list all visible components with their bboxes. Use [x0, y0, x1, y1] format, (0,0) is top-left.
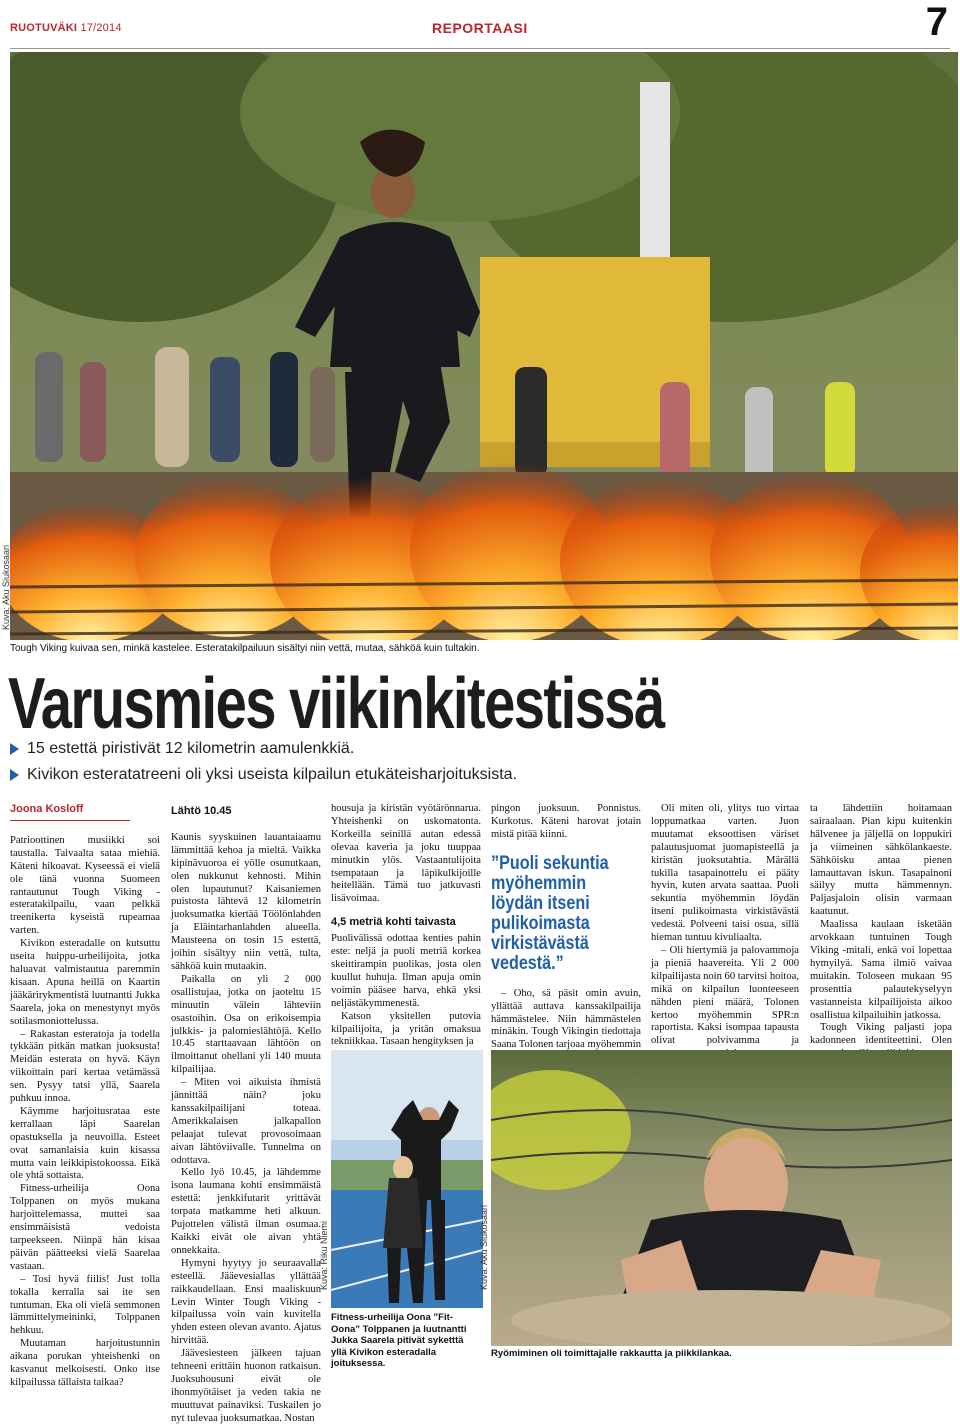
article-column-3 — [331, 803, 481, 1049]
publication-info — [10, 22, 122, 34]
paragraph: – Oho, sä päsit omin avuin, yllättää auttava kanssakilpailija hämmästelee. Niin hämmästelen minäkin. Tough Vikingin tiedottaja Saana Tolonen tarjoaa myöhemmin — [491, 987, 641, 1051]
page-number: 7 — [925, 0, 948, 44]
photo2-caption: Fitness-urheilija Oona ”Fit-Oona” Tolppanen ja luutnantti Jukka Saarela pitivät syketttä yllä Kivikon esteradalla joituksessa. — [331, 1312, 467, 1369]
paragraph: Muutaman harjoitustunnin aikana porukan yhteishenki on kasvanut melkoisesti. Onko itse kilpailussa tällaista taikaa? — [10, 1338, 160, 1388]
paragraph: Puolivälissä odottaa kenties pahin este: neljä ja puoli metriä korkea skeittirampin puolikas, josta olen kuullut huhuja. Ilman apuja omin voimin pääsee harva, ehkä yksi neljästäkymmenestä. — [331, 933, 481, 1009]
photo3-credit: Kuva: Aku Siukosaari — [479, 1204, 489, 1290]
paragraph: Katson yksitellen putovia kilpailijoita, ja yritän omaksua tekniikkaa. Tasaan hengityksen ja — [331, 1010, 481, 1048]
paragraph: pingon juoksuun. Ponnistus. Kurkotus. Käteni harovat jotain mistä pitää kiinni. — [491, 803, 641, 840]
headline: Varusmies viikinkitestissä — [8, 664, 664, 744]
paragraph: ta lähdettiin hoitamaan sairaalaan. Pian kipu kuitenkin hälvenee ja jäljellä on loppukiri ja viimeinen sähkölankaeste. Sähköisku antaa pienen lamauttavan iskun. Tasapainoni säilyy mutta hämmennyn. Paljasjaloin olisin varmaan kaatunut. — [810, 803, 952, 918]
main-photo — [10, 52, 958, 640]
paragraph: Oli miten oli, ylitys tuo virtaa loppumatkaa varten. Juon muutamat eksoottisen väriset palautusjuomat juomapisteellä ja kiristän juoksutahtia. Märällä tukilla tasapainottelu ei pääty hyvin, kuten arvata saattaa. Puoli sekuntia myöhemmin löydän itseni pulikoimasta virkistävästä vedestä. Polveeni taisi osua, sillä hieman tuntuu kivuliaalta. — [651, 803, 799, 944]
article-column-1 — [10, 803, 160, 1390]
subheading: Lähtö 10.45 — [171, 805, 232, 817]
paragraph: Kaunis syyskuinen lauantaiaamu lämmittää kehoa ja mieltä. Vaikka kipinävuoroa ei yölle osunutkaan, olen nukkunut kehnosti. Mihin olen lupautunut? Kaisaniemen puistosta lähtevä 12 kilometrin juoksumatka kiertää Töölönlahden ja Eläintarhanlahden alueella. Mausteena on tosin 15 estettä, joihin sisältyy niin vettä, tulta, sähköä kuin mutaakin. — [171, 831, 321, 972]
crawling-under-wire-image — [491, 1050, 952, 1346]
lead-item — [10, 766, 517, 784]
paragraph: Kello lyö 10.45, ja lähdemme isona laumana kohti ensimmäistä estettä: jenkkifutarit yrittävät torpata matkamme heti alkuun. Pujottelen välistä ilman osumaa. Kaikki eivät ole aivan yhtä onnekkaita. — [171, 1167, 321, 1256]
article-column-4 — [491, 803, 641, 1091]
pull-quote: ”Puoli sekuntia myöhemmin löydän itseni pulikoimasta virkistävästä vedestä.” — [491, 852, 609, 974]
bullet-triangle-icon — [10, 743, 19, 755]
article-column-6 — [810, 803, 952, 1061]
main-photo-caption: Tough Viking kuivaa sen, minkä kastelee. Esteratakilpailuun sisältyi niin vettä, mutaa, sähköä kuin tultakin. — [10, 643, 480, 654]
subheading: 4,5 metriä kohti taivasta — [331, 916, 456, 929]
paragraph: – Tosi hyvä fiilis! Just tolla tokalla kerralla sai ite sen tuntuman. Eka oli vielä semmonen lämmittelymeininki, Tolppanen hehkuu. — [10, 1273, 160, 1337]
issue-number: 17/2014 — [80, 22, 122, 34]
paragraph: Fitness-urheilija Oona Tolppanen on myös mukana harjoittelemassa, muttei saa ensimmäisistä vedoista tarpeekseen. Niinpä hän kisaa päivän päätteeksi vielä Saarelaa vastaan. — [10, 1183, 160, 1272]
paragraph: Maalissa kaulaan isketään arvokkaan tuntuinen Tough Viking -mitali, enkä voi lopettaa hymyilyä. Sama ilmiö vaivaa muitakin. Toloseen mukaan 95 prosenttia palautekyselyyn vastanneista kilpailijoista aikoo osallistua kilpailuihin jatkossa. — [810, 919, 952, 1021]
header-rule — [10, 48, 950, 49]
photo-crawling — [491, 1050, 952, 1346]
bullet-triangle-icon — [10, 769, 19, 781]
athletes-image — [331, 1050, 483, 1308]
runner-over-fire-image — [10, 52, 958, 640]
paragraph: Patrioottinen musiikki soi taustalla. Taivaalta sataa miehiä. Käteni hikoavat. Kyseessä ei vielä ole tänä vuonna Suomeen rantautunut Tough Viking -esteratakilpailu, vaan pelkkä treenikerta kyseistä rupeamaa varten. — [10, 834, 160, 937]
main-photo-credit: Kuva: Aku Siukosaari — [1, 544, 11, 630]
paragraph: Tough Viking paljasti jopa kadonneen identiteettini. Olen — [810, 1022, 952, 1047]
paragraph: Kivikon esteradalle on kutsuttu useita huippu-urheilijoita, jotka haluavat valmistautua paremmin kisaan. Apuna heillä on Kaartin jääkärirykmentistä luutnantti Jukka Saarela, joka on menestynyt myös sotilasmoniottelussa. — [10, 938, 160, 1027]
paragraph: – Miten voi aikuista ihmistä jännittää näin? joku kanssakilpailijani toteaa. Amerikkalaisen jalkapallon pelaajat tulevat provosoimaan aivan lähtöviivalle. Tunnelma on odottava. — [171, 1077, 321, 1166]
paragraph: housuja ja kiristän vyötärönnarua. Yhteishenki on uskomatonta. Korkeilla seinillä autan edessä olevaa kaveria ja joku tuuppaa minutkin ylös. Vastaantulijoita tsempataan ja läpikulkijoille heitellään. Tämä tuo jatkuvasti lisävoimaa. — [331, 803, 481, 905]
photo3-caption: Ryömiminen oli toimittajalle rakkautta ja piikkilankaa. — [491, 1348, 732, 1359]
photo2-credit: Kuva: Riku Niemi — [319, 1220, 329, 1290]
lead-item — [10, 740, 354, 758]
lead-text: 15 estettä piristivät 12 kilometrin aamulenkkiä. — [27, 740, 355, 757]
paragraph: Käymme harjoitusrataa este kerrallaan läpi Saarelan opastuksella ja neuvoilla. Esteet ovat samanlaisia kuin kisassa mutta vain leikkipistokoossa. Eikä ole yhtä sottaista. — [10, 1105, 160, 1182]
lead-text: Kivikon esteratatreeni oli yksi useista kilpailun etukäteisharjoituksista. — [27, 766, 518, 783]
byline: Joona Kosloff — [10, 803, 84, 815]
paragraph: – Rakastan esteratoja ja todella tykkään pitkän matkan juoksusta! Meidän esterata on hyvä. Käyn viikoittain pari kertaa vetämässä sen. Pysyy tatsi yllä, Saarela puhkuu innoa. — [10, 1028, 160, 1105]
byline-rule — [10, 820, 130, 821]
paragraph: – Oli hiertymiä ja palovammoja ja pieniä haavereita. Yli 2 000 kilpailijasta noin 60 tarvitsi hoitoa, mikä on kilpailun luonteeseen nähden pieni määrä, Tolonen kertoo myöhemmin SPR:n raportista. Kaksi isompaa tapausta olivat polvivamma ja — [651, 944, 799, 1047]
article-column-2 — [171, 803, 321, 1426]
section-title: REPORTAASI — [432, 20, 528, 36]
paragraph: Paikalla on yli 2 000 osallistujaa, jotka on jaoteltu 15 minuutin välein lähteviin osastoihin. Osa on erikoisempia julkkis- ja palomieslähtöjä. Kello 10.45 starttaavaan lähtöön on ilmoittanut ohellani yli 140 muuta kilpailijaa. — [171, 973, 321, 1076]
photo-athletes — [331, 1050, 483, 1308]
paragraph: Hymyni hyytyy jo seuraavalla esteellä. Jääevesiallas yllättää raikkaudellaan. Ensi maaliskuun Levin Winter Tough Viking -kilpailussa voin vain kuvitella yhden esteen olevan avanto. Ajatus hirvittää. — [171, 1257, 321, 1347]
publication-name: RUOTUVÄKI — [10, 22, 78, 34]
article-column-5 — [651, 803, 799, 1061]
paragraph: Jäävesiesteen jälkeen tajuan tehneeni erittäin huonon ratkaisun. Juoksuhousuni eivät ole ihonmyötäiset ja veden takia ne muuttuvat painaviksi. Tuskailen jo nyt tulevaa juoksumatkaa. Nostan — [171, 1348, 321, 1424]
